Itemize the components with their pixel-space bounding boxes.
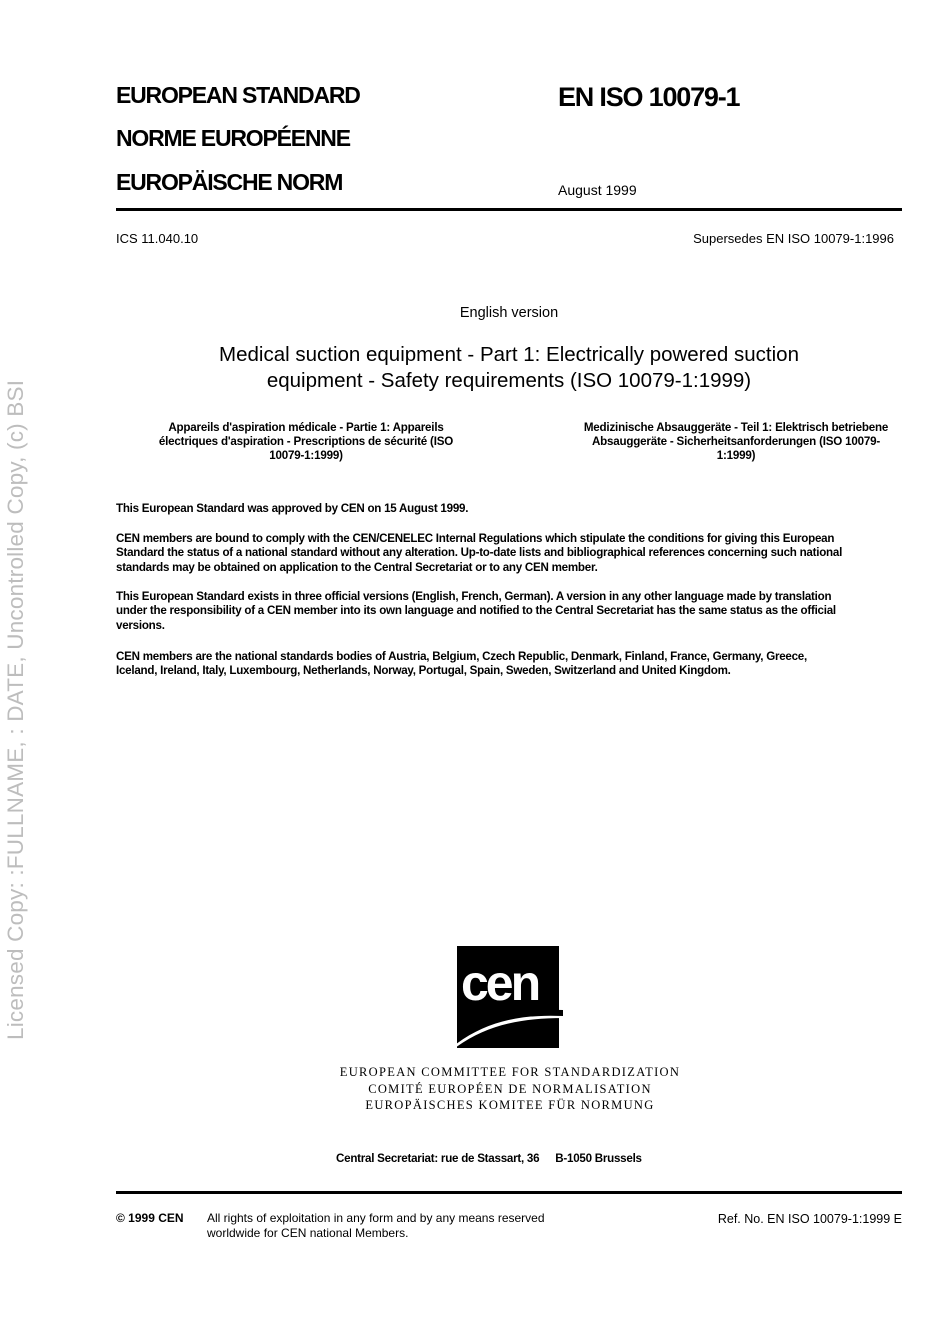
reference-number: Ref. No. EN ISO 10079-1:1999 E <box>717 1212 902 1226</box>
rights-statement <box>207 1211 545 1240</box>
committee-fr: COMITÉ EUROPÉEN DE NORMALISATION <box>368 1081 652 1096</box>
compliance-line-2: Standard the status of a national standard without any alteration. Up-to-date lists and bibliographical references concerning such national <box>116 546 843 560</box>
title-en: EUROPEAN STANDARD <box>116 82 360 108</box>
versions-line-2: under the responsibility of a CEN member into its own language and notified to the Central Secretariat has the same status as the official <box>116 604 836 618</box>
header-rule <box>116 208 902 211</box>
members-line-1: CEN members are the national standards bodies of Austria, Belgium, Czech Republic, Denmark, Finland, France, Germany, Greece, <box>116 650 807 663</box>
versions-line-1: This European Standard exists in three official versions (English, French, German). A version in any other language made by translation <box>116 590 832 603</box>
standard-number: EN ISO 10079-1 <box>558 82 740 112</box>
main-title-line-1: Medical suction equipment - Part 1: Electrically powered suction <box>219 343 799 366</box>
title-fr-line-2: électriques d'aspiration - Prescriptions de sécurité (ISO <box>158 435 454 448</box>
approval-paragraph: This European Standard was approved by CEN on 15 August 1999. <box>116 502 469 515</box>
publication-date: August 1999 <box>558 182 637 198</box>
members-line-2: Iceland, Ireland, Italy, Luxembourg, Netherlands, Norway, Portugal, Spain, Sweden, Switzerland and United Kingdom. <box>116 664 731 678</box>
compliance-line-1: CEN members are bound to comply with the CEN/CENELEC Internal Regulations which stipulate the conditions for giving this European <box>116 532 835 545</box>
cen-logo <box>457 946 563 1052</box>
footer-rule <box>116 1191 902 1194</box>
title-fr-line-3: 10079-1:1999) <box>269 449 343 462</box>
rights-line-2: worldwide for CEN national Members. <box>207 1225 409 1240</box>
title-de-line-2: Absauggeräte - Sicherheitsanforderungen (ISO 10079- <box>591 435 881 448</box>
version-label: English version <box>459 305 559 321</box>
title-de-line-3: 1:1999) <box>716 449 756 462</box>
copyright: © 1999 CEN <box>116 1211 184 1225</box>
main-title <box>116 342 902 394</box>
members-paragraph <box>116 650 906 679</box>
versions-paragraph <box>116 590 906 633</box>
title-translation-fr <box>116 421 496 463</box>
committee-en: EUROPEAN COMMITTEE FOR STANDARDIZATION <box>339 1065 681 1079</box>
watermark-text: Licensed Copy: :FULLNAME, : DATE, Uncontrolled Copy, (c) BSI <box>3 379 28 1040</box>
title-de: EUROPÄISCHE NORM <box>116 169 343 195</box>
title-fr: NORME EUROPÉENNE <box>116 125 350 151</box>
secretariat-city: B-1050 Brussels <box>555 1152 642 1165</box>
title-fr-line-1: Appareils d'aspiration médicale - Partie 1: Appareils <box>168 421 444 434</box>
secretariat-line <box>336 1152 642 1166</box>
main-title-line-2: equipment - Safety requirements (ISO 10079-1:1999) <box>266 369 752 392</box>
compliance-paragraph <box>116 532 906 575</box>
secretariat-address: Central Secretariat: rue de Stassart, 36 <box>336 1152 540 1165</box>
supersedes-note: Supersedes EN ISO 10079-1:1996 <box>693 231 894 246</box>
rights-line-1: All rights of exploitation in any form and by any means reserved <box>207 1211 545 1225</box>
committee-names <box>310 1064 710 1114</box>
versions-line-3: versions. <box>116 618 165 632</box>
committee-de: EUROPÄISCHES KOMITEE FÜR NORMUNG <box>365 1098 655 1112</box>
title-translation-de <box>540 421 932 463</box>
title-de-line-1: Medizinische Absauggeräte - Teil 1: Elektrisch betriebene <box>583 421 889 434</box>
compliance-line-3: standards may be obtained on application to the Central Secretariat or to any CEN member. <box>116 560 598 574</box>
ics-code: ICS 11.040.10 <box>116 231 199 246</box>
cen-logo-text: cen <box>461 955 539 1011</box>
